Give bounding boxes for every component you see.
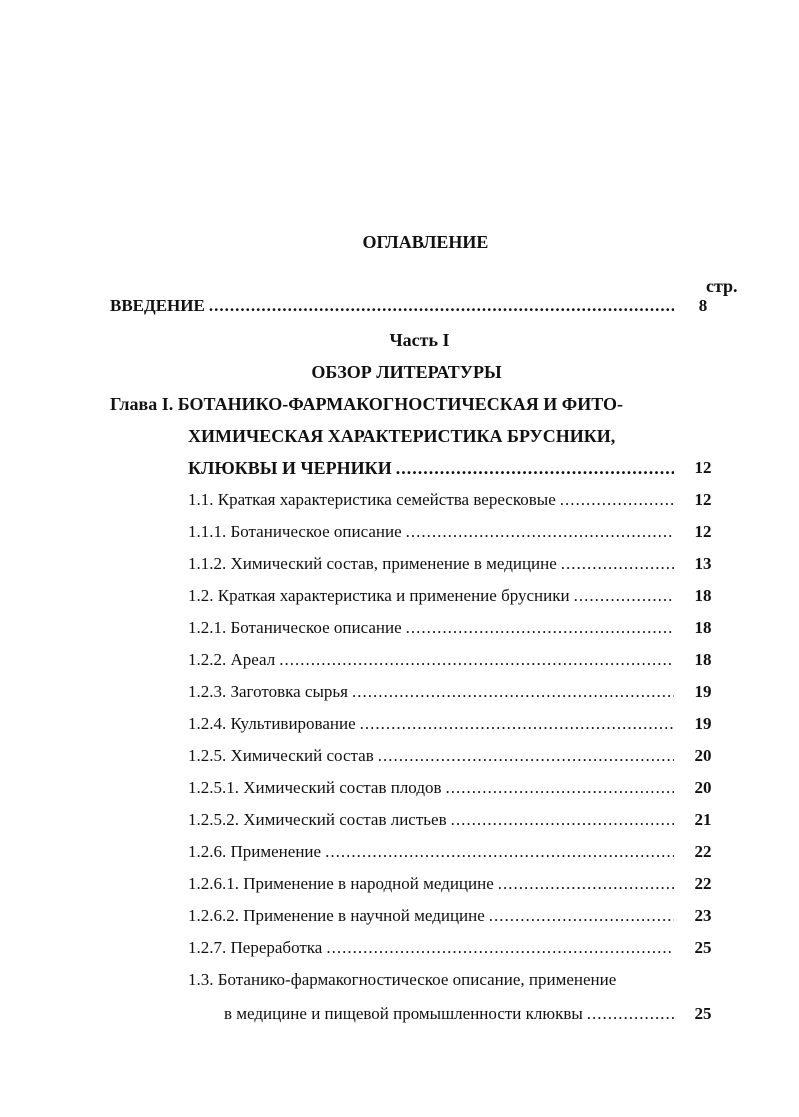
toc-entry [188,906,674,926]
leader-dots [325,842,674,862]
toc-entry-label: 1.2.6.2. Применение в научной медицине [188,906,485,925]
toc-entry-label: 1.2.6.1. Применение в народной медицине [188,874,494,893]
chapter-title-line1: Глава I. БОТАНИКО-ФАРМАКОГНОСТИЧЕСКАЯ И ФИТО- [110,394,623,414]
chapter-title-line3 [188,458,674,479]
toc-entry-page: 20 [694,746,712,765]
leader-dots [446,778,675,798]
toc-entry-label: 1.2.5.2. Химический состав листьев [188,810,447,829]
leader-dots [574,586,674,606]
toc-entry [188,650,674,670]
toc-entry-page: 12 [694,458,712,477]
leader-dots [378,746,674,766]
toc-entry-page: 21 [694,810,712,829]
part-title: ОБЗОР ЛИТЕРАТУРЫ [311,362,502,382]
toc-heading: ОГЛАВЛЕНИЕ [362,232,489,252]
leader-dots [352,682,674,702]
leader-dots [326,938,674,958]
toc-entry [188,682,674,702]
leader-dots [560,490,674,510]
toc-entry-label: 1.2. Краткая характеристика и применение брусники [188,586,570,605]
toc-entry-label: 1.1.1. Ботаническое описание [188,522,402,541]
leader-dots [489,906,674,926]
part-label: Часть I [389,330,450,350]
toc-entry-page: 20 [694,778,712,797]
toc-entry-label: 1.2.3. Заготовка сырья [188,682,348,701]
toc-entry [188,554,674,574]
leader-dots [587,1004,674,1024]
toc-entry-label: 1.2.7. Переработка [188,938,323,957]
toc-entry-page: 19 [694,682,712,701]
toc-entry-page: 13 [694,554,712,573]
toc-entry-label: 1.2.4. Культивирование [188,714,356,733]
toc-entry-label: 1.2.1. Ботаническое описание [188,618,402,637]
chapter-title-line2: ХИМИЧЕСКАЯ ХАРАКТЕРИСТИКА БРУСНИКИ, [188,426,616,446]
toc-entry [188,714,674,734]
toc-entry-label: 1.1.2. Химический состав, применение в медицине [188,554,557,573]
toc-entry [188,874,674,894]
leader-dots [360,714,674,734]
toc-entry-label: ВВЕДЕНИЕ [110,296,205,315]
toc-entry [188,586,674,606]
toc-entry-label: 1.2.5. Химический состав [188,746,374,765]
toc-entry-page: 25 [694,938,712,957]
page-column-label: стр. [706,276,738,296]
toc-entry-page: 18 [694,586,712,605]
toc-entry [188,778,674,798]
leader-dots [561,554,674,574]
toc-entry-label: 1.2.6. Применение [188,842,322,861]
toc-entry [224,1004,674,1024]
toc-entry-page: 12 [694,490,712,509]
toc-entry-page: 23 [694,906,712,925]
toc-entry [188,842,674,862]
toc-entry-page: 25 [694,1004,712,1023]
toc-entry [188,522,674,542]
toc-entry-page: 18 [694,650,712,669]
toc-entry [188,618,674,638]
toc-entry-page: 18 [694,618,712,637]
toc-entry-label: 1.1. Краткая характеристика семейства вересковые [188,490,556,509]
toc-entry-label: КЛЮКВЫ И ЧЕРНИКИ [188,458,392,478]
leader-dots [209,296,674,316]
toc-entry-label: 1.2.2. Ареал [188,650,276,669]
toc-entry [188,810,674,830]
leader-dots [396,458,674,479]
toc-entry-page: 19 [694,714,712,733]
toc-entry-line1: 1.3. Ботанико-фармакогностическое описание, применение [188,970,617,989]
leader-dots [498,874,674,894]
toc-entry-page: 8 [698,296,708,315]
toc-entry-page: 22 [694,842,712,861]
toc-entry [188,746,674,766]
toc-entry-label: в медицине и пищевой промышленности клюквы [224,1004,583,1023]
leader-dots [406,522,674,542]
toc-entry-label: 1.2.5.1. Химический состав плодов [188,778,442,797]
toc-entry-page: 12 [694,522,712,541]
leader-dots [279,650,674,670]
toc-entry-page: 22 [694,874,712,893]
toc-entry [188,490,674,510]
toc-entry-intro [110,296,674,316]
leader-dots [451,810,674,830]
leader-dots [406,618,674,638]
toc-entry [188,938,674,958]
